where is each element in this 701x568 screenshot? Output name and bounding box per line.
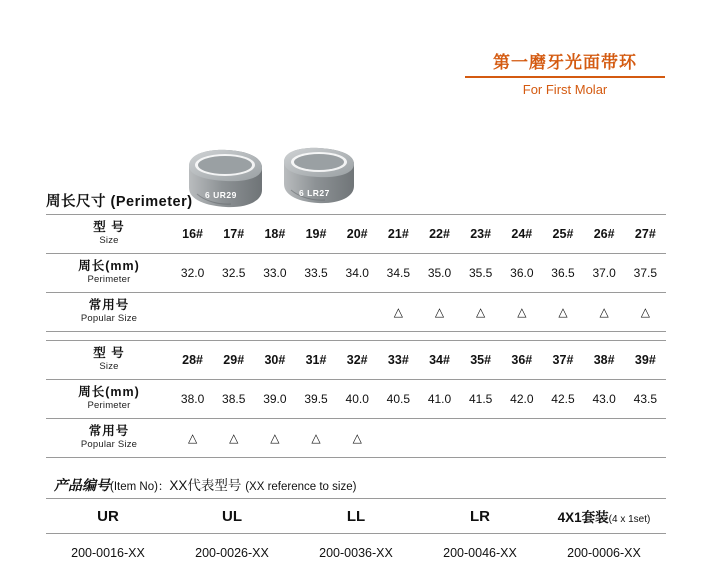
- size-cell: 29#: [213, 341, 254, 380]
- item-column-header: LR: [418, 499, 542, 534]
- popular-cell: [542, 293, 583, 332]
- popular-cell: [213, 419, 254, 458]
- size-table-1: [46, 214, 666, 332]
- popular-cell: [542, 419, 583, 458]
- table-row: [46, 215, 666, 254]
- row-header-size-cn: 型 号: [93, 346, 125, 360]
- popular-cell: [584, 293, 625, 332]
- item-no-heading: [54, 474, 356, 495]
- triangle-icon: △: [393, 305, 403, 319]
- size-cell: 22#: [419, 215, 460, 254]
- item-no-heading-cn: 产品编号: [54, 477, 110, 493]
- item-no-heading-xx-en: (XX reference to size): [245, 481, 357, 493]
- item-column-header: LL: [294, 499, 418, 534]
- item-column-header: UL: [170, 499, 294, 534]
- triangle-icon: △: [352, 431, 362, 445]
- perimeter-cell: 34.5: [378, 254, 419, 293]
- perimeter-cell: 39.0: [254, 380, 295, 419]
- size-cell: 24#: [501, 215, 542, 254]
- perimeter-cell: 41.5: [460, 380, 501, 419]
- perimeter-cell: 42.5: [542, 380, 583, 419]
- table-row: [46, 419, 666, 458]
- perimeter-cell: 32.0: [172, 254, 213, 293]
- perimeter-cell: 34.0: [337, 254, 378, 293]
- item-code-cell: 200-0016-XX: [71, 546, 145, 560]
- size-cell: 19#: [295, 215, 336, 254]
- row-header-perimeter: [46, 254, 172, 293]
- molar-band-icon: [183, 148, 267, 210]
- table-row: [46, 293, 666, 332]
- item-number-table: [46, 498, 666, 567]
- item-no-heading-xx-cn: XX代表型号: [169, 478, 242, 493]
- page-subtitle: For First Molar: [522, 82, 608, 97]
- triangle-icon: △: [640, 305, 650, 319]
- perimeter-cell: 43.0: [584, 380, 625, 419]
- band-upper-right-illustration: [183, 148, 267, 210]
- item-no-heading-label: (Item No)：: [110, 481, 170, 493]
- popular-cell: [625, 419, 666, 458]
- row-header-popular-cn: 常用号: [88, 424, 130, 438]
- popular-cell: [378, 419, 419, 458]
- size-cell: 27#: [625, 215, 666, 254]
- size-table-2: [46, 340, 666, 458]
- popular-cell: [172, 293, 213, 332]
- header-divider: [465, 76, 665, 78]
- band-label: 6 UR29: [205, 190, 237, 200]
- row-header-perimeter-en: Perimeter: [87, 274, 131, 285]
- row-header-perimeter-en: Perimeter: [87, 400, 131, 411]
- popular-cell: [460, 419, 501, 458]
- perimeter-cell: 36.5: [542, 254, 583, 293]
- table-row: [46, 534, 666, 568]
- row-header-perimeter-cn: 周长(mm): [78, 259, 140, 273]
- row-header-popular: [46, 293, 172, 332]
- perimeter-cell: 39.5: [295, 380, 336, 419]
- row-header-size: [46, 215, 172, 254]
- perimeter-cell: 42.0: [501, 380, 542, 419]
- row-header-perimeter-cn: 周长(mm): [78, 385, 140, 399]
- table-row: [46, 499, 666, 534]
- band-label: 6 LR27: [299, 188, 330, 198]
- page-header: [465, 52, 665, 98]
- triangle-icon: △: [311, 431, 321, 445]
- table-row: [46, 341, 666, 380]
- popular-cell: [172, 419, 213, 458]
- row-header-size-cn: 型 号: [93, 220, 125, 234]
- perimeter-cell: 40.5: [378, 380, 419, 419]
- size-cell: 34#: [419, 341, 460, 380]
- size-cell: 36#: [501, 341, 542, 380]
- popular-cell: [460, 293, 501, 332]
- perimeter-cell: 33.5: [295, 254, 336, 293]
- triangle-icon: △: [558, 305, 568, 319]
- size-cell: 23#: [460, 215, 501, 254]
- perimeter-cell: 38.5: [213, 380, 254, 419]
- size-cell: 20#: [337, 215, 378, 254]
- band-illustrations: [183, 140, 373, 210]
- row-header-size-en: Size: [99, 361, 119, 372]
- size-cell: 17#: [213, 215, 254, 254]
- item-code-cell: 200-0026-XX: [195, 546, 269, 560]
- popular-cell: [584, 419, 625, 458]
- perimeter-cell: 33.0: [254, 254, 295, 293]
- size-cell: 30#: [254, 341, 295, 380]
- row-header-perimeter: [46, 380, 172, 419]
- triangle-icon: △: [229, 431, 239, 445]
- perimeter-cell: 35.0: [419, 254, 460, 293]
- size-cell: 28#: [172, 341, 213, 380]
- popular-cell: [419, 419, 460, 458]
- perimeter-heading: 周长尺寸 (Perimeter): [46, 194, 193, 210]
- band-lower-right-illustration: [279, 146, 359, 208]
- table-row: [46, 380, 666, 419]
- popular-cell: [337, 293, 378, 332]
- row-header-popular-cn: 常用号: [88, 298, 130, 312]
- perimeter-cell: 37.5: [625, 254, 666, 293]
- triangle-icon: △: [187, 431, 198, 445]
- size-cell: 26#: [584, 215, 625, 254]
- item-code-cell: 200-0006-XX: [567, 546, 641, 560]
- triangle-icon: △: [476, 305, 486, 319]
- item-column-header-set: [542, 499, 666, 534]
- perimeter-cell: 43.5: [625, 380, 666, 419]
- perimeter-cell: 38.0: [172, 380, 213, 419]
- molar-band-icon: [279, 146, 359, 208]
- item-code-cell: 200-0046-XX: [443, 546, 517, 560]
- triangle-icon: △: [599, 305, 609, 319]
- popular-cell: [295, 419, 336, 458]
- size-cell: 32#: [337, 341, 378, 380]
- set-label: 4X1套装: [557, 510, 609, 525]
- size-cell: 31#: [295, 341, 336, 380]
- perimeter-cell: 37.0: [584, 254, 625, 293]
- popular-cell: [378, 293, 419, 332]
- popular-cell: [295, 293, 336, 332]
- table-row: [46, 254, 666, 293]
- size-cell: 16#: [172, 215, 213, 254]
- size-cell: 21#: [378, 215, 419, 254]
- size-cell: 39#: [625, 341, 666, 380]
- popular-cell: [501, 419, 542, 458]
- row-header-size: [46, 341, 172, 380]
- item-column-header: UR: [46, 499, 170, 534]
- triangle-icon: △: [517, 305, 527, 319]
- perimeter-cell: 36.0: [501, 254, 542, 293]
- popular-cell: [625, 293, 666, 332]
- row-header-popular: [46, 419, 172, 458]
- size-cell: 18#: [254, 215, 295, 254]
- triangle-icon: △: [270, 431, 280, 445]
- popular-cell: [254, 419, 295, 458]
- size-cell: 38#: [584, 341, 625, 380]
- size-cell: 33#: [378, 341, 419, 380]
- triangle-icon: △: [434, 305, 445, 319]
- popular-cell: [213, 293, 254, 332]
- size-cell: 35#: [460, 341, 501, 380]
- row-header-size-en: Size: [99, 235, 119, 246]
- popular-cell: [501, 293, 542, 332]
- popular-cell: [419, 293, 460, 332]
- row-header-popular-en: Popular Size: [80, 313, 138, 324]
- row-header-popular-en: Popular Size: [80, 439, 138, 450]
- perimeter-cell: 32.5: [213, 254, 254, 293]
- set-sublabel: (4 x 1set): [608, 514, 651, 525]
- popular-cell: [254, 293, 295, 332]
- size-cell: 37#: [542, 341, 583, 380]
- popular-cell: [337, 419, 378, 458]
- perimeter-cell: 41.0: [419, 380, 460, 419]
- item-code-cell: 200-0036-XX: [319, 546, 393, 560]
- perimeter-cell: 40.0: [337, 380, 378, 419]
- perimeter-cell: 35.5: [460, 254, 501, 293]
- size-cell: 25#: [542, 215, 583, 254]
- page-title: 第一磨牙光面带环: [493, 53, 637, 72]
